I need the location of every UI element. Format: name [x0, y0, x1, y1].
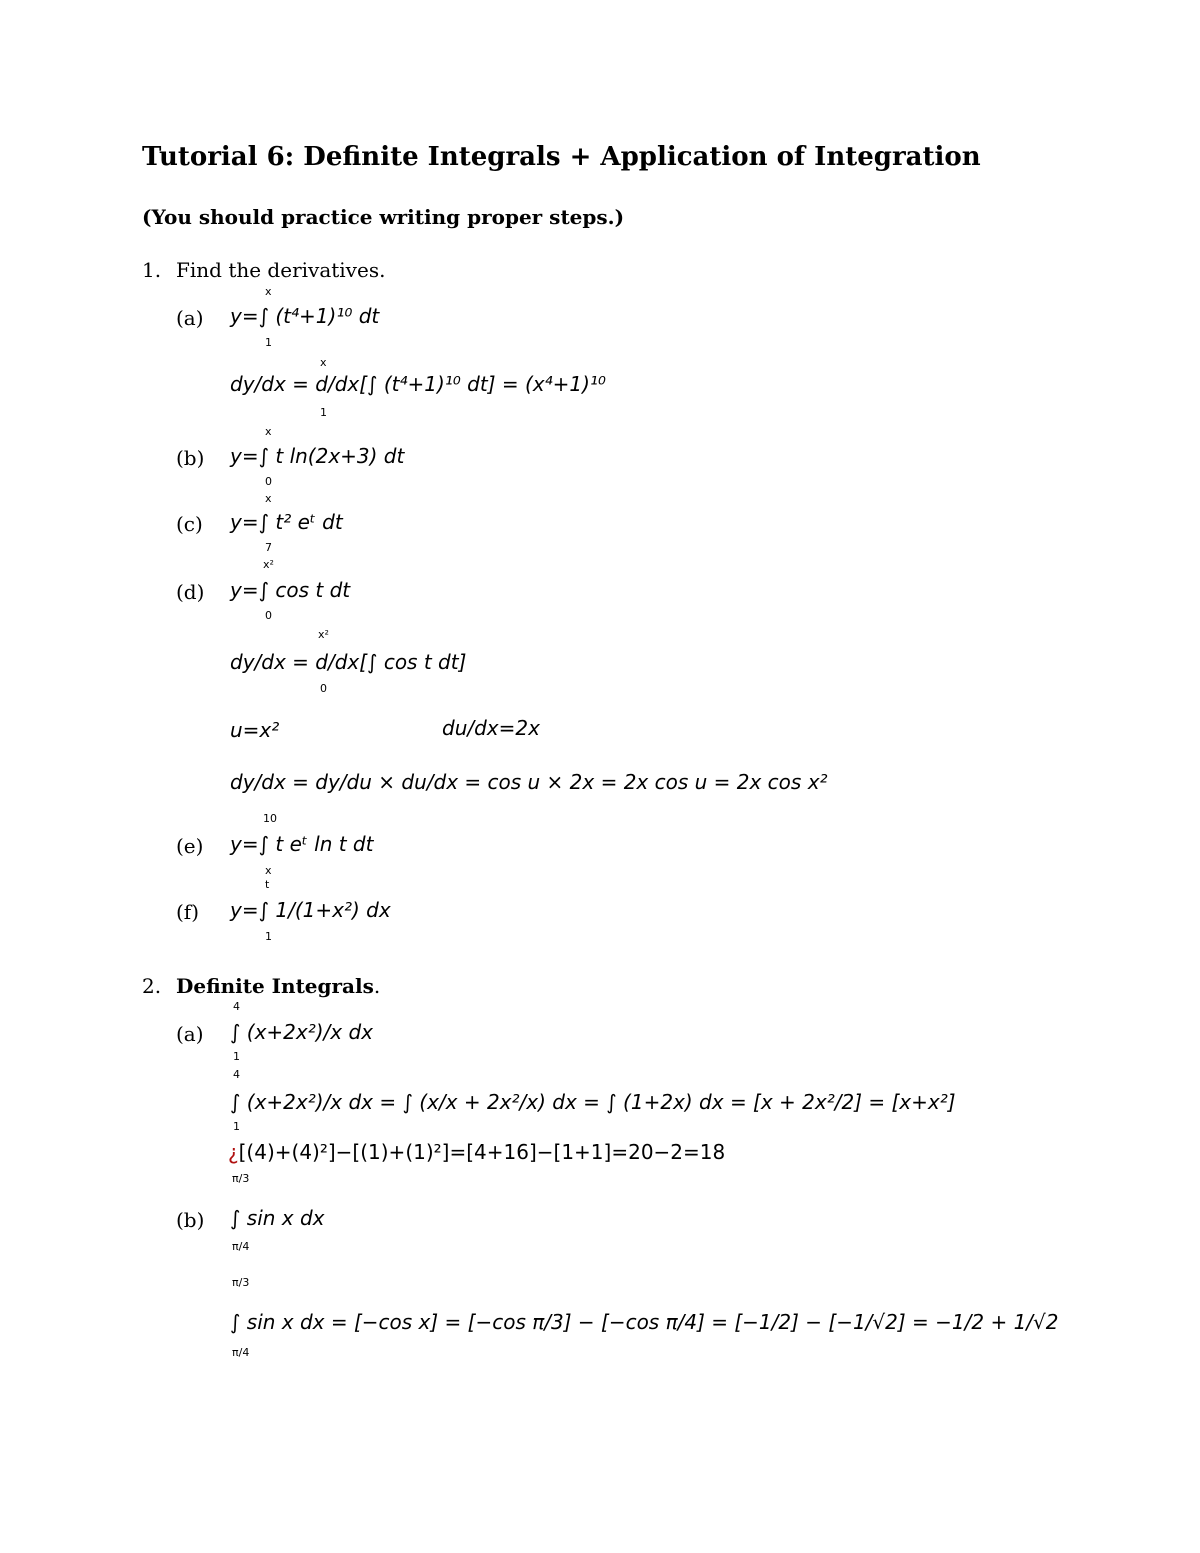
q1-d-step1-lower-limit: 0: [320, 682, 327, 695]
question-2-heading: [142, 974, 380, 998]
q2-a-label: (a): [176, 1022, 204, 1046]
question-2-text: Definite Integrals: [176, 974, 374, 998]
q1-f-lower-limit: 1: [265, 930, 272, 943]
q1-a-solution-lower-limit: 1: [320, 406, 327, 419]
q2-b-problem: ∫ sin x dx: [230, 1206, 325, 1230]
q1-c-upper-limit: x: [265, 492, 272, 505]
q2-a-step2: [228, 1140, 725, 1164]
question-1-number: 1.: [142, 258, 162, 282]
q2-b-upper-limit: π/3: [232, 1172, 250, 1185]
question-2-suffix: .: [373, 974, 381, 998]
q1-e-problem: y=∫ t eᵗ ln t dt: [230, 832, 374, 856]
question-2-number: 2.: [142, 974, 162, 998]
q1-c-lower-limit: 7: [265, 541, 272, 554]
q1-d-problem: y=∫ cos t dt: [230, 578, 351, 602]
q2-a-step2-text: [(4)+(4)²]−[(1)+(1)²]=[4+16]−[1+1]=20−2=18: [238, 1140, 726, 1164]
q1-d-step2a: u=x²: [230, 718, 280, 742]
q2-b-lower-limit: π/4: [232, 1240, 250, 1253]
q2-a-problem: ∫ (x+2x²)/x dx: [230, 1020, 374, 1044]
q1-d-label: (d): [176, 580, 205, 604]
q1-f-label: (f): [176, 900, 200, 924]
q1-d-step1: dy/dx = d/dx[∫ cos t dt]: [230, 650, 467, 674]
q1-d-step1-upper-limit: x²: [318, 628, 329, 641]
q1-e-lower-limit: x: [265, 864, 272, 877]
q1-d-upper-limit: x²: [263, 558, 274, 571]
q1-f-upper-limit: t: [265, 878, 270, 891]
q2-a-step2-mark: ¿: [228, 1140, 239, 1164]
q1-b-problem: y=∫ t ln(2x+3) dt: [230, 444, 405, 468]
q2-a-upper-limit: 4: [233, 1000, 240, 1013]
q1-a-solution: dy/dx = d/dx[∫ (t⁴+1)¹⁰ dt] = (x⁴+1)¹⁰: [230, 372, 606, 396]
q2-a-step1-upper-limit: 4: [233, 1068, 240, 1081]
q1-c-problem: y=∫ t² eᵗ dt: [230, 510, 343, 534]
q1-a-problem: y=∫ (t⁴+1)¹⁰ dt: [230, 304, 380, 328]
q1-b-upper-limit: x: [265, 425, 272, 438]
q1-d-step3: dy/dx = dy/du × du/dx = cos u × 2x = 2x cos u = 2x cos x²: [230, 770, 828, 794]
q1-c-label: (c): [176, 512, 203, 536]
q1-a-solution-upper-limit: x: [320, 356, 327, 369]
q1-e-upper-limit: 10: [263, 812, 277, 825]
q2-b-step1: ∫ sin x dx = [−cos x] = [−cos π/3] − [−cos π/4] = [−1/2] − [−1/√2] = −1/2 + 1/√2: [230, 1310, 1059, 1334]
q2-a-lower-limit: 1: [233, 1050, 240, 1063]
q1-a-lower-limit: 1: [265, 336, 272, 349]
q1-b-label: (b): [176, 446, 205, 470]
page-subtitle: (You should practice writing proper steps.): [142, 205, 625, 229]
q1-f-problem: y=∫ 1/(1+x²) dx: [230, 898, 391, 922]
question-1-heading: [142, 258, 385, 282]
q2-b-step1-lower-limit: π/4: [232, 1346, 250, 1359]
q1-b-lower-limit: 0: [265, 475, 272, 488]
q1-a-upper-limit: x: [265, 285, 272, 298]
q1-d-lower-limit: 0: [265, 609, 272, 622]
q2-b-label: (b): [176, 1208, 205, 1232]
q2-a-step1-lower-limit: 1: [233, 1120, 240, 1133]
q1-a-label: (a): [176, 306, 204, 330]
q2-a-step1: ∫ (x+2x²)/x dx = ∫ (x/x + 2x²/x) dx = ∫ (1+2x) dx = [x + 2x²/2] = [x+x²]: [230, 1090, 956, 1114]
q2-b-step1-upper-limit: π/3: [232, 1276, 250, 1289]
q1-e-label: (e): [176, 834, 204, 858]
q1-d-step2b: du/dx=2x: [442, 716, 540, 740]
page-title: Tutorial 6: Definite Integrals + Application of Integration: [142, 142, 981, 172]
question-1-text: Find the derivatives.: [176, 258, 386, 282]
